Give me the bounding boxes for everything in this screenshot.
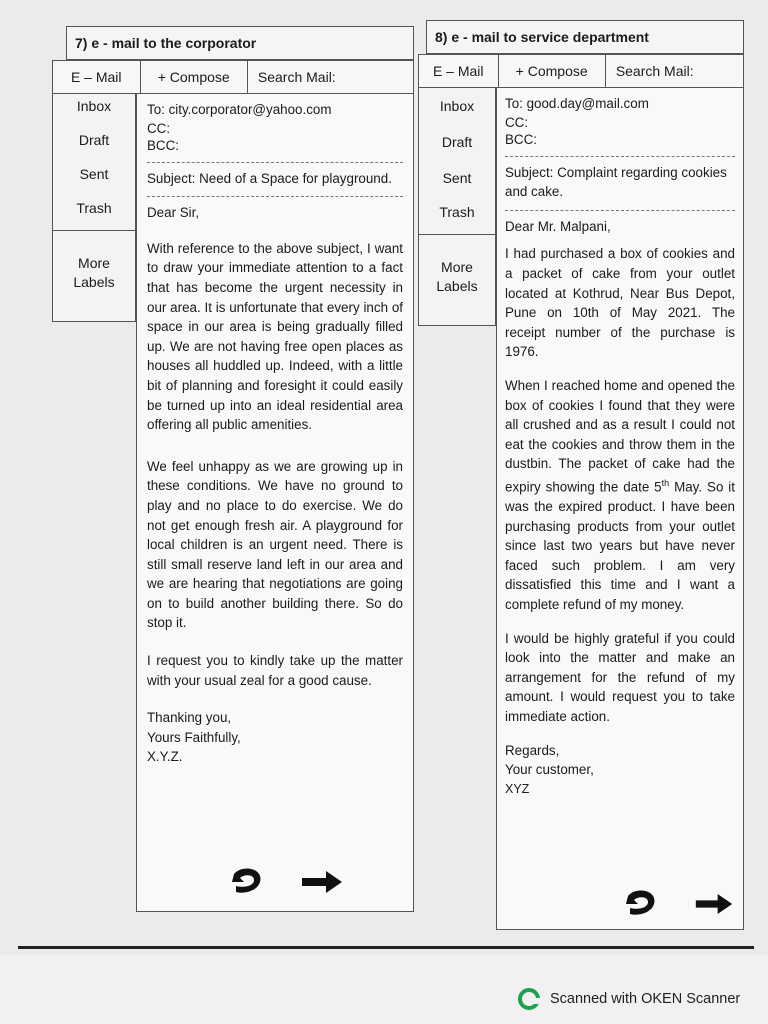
right-compose-button[interactable]: + Compose [499,55,606,87]
right-brand: E – Mail [419,55,499,87]
left-forward-icon[interactable] [300,869,344,900]
left-inbox-link[interactable]: Inbox [76,98,112,114]
right-title-text: 8) e - mail to service department [435,29,649,45]
right-email-body [496,88,744,930]
left-draft-link[interactable]: Draft [78,132,110,148]
scanner-watermark [518,988,740,1010]
right-bcc-field[interactable]: BCC: [505,131,537,147]
left-more-labels[interactable] [53,254,135,292]
right-divider-1 [505,156,735,157]
left-bcc-field[interactable]: BCC: [147,137,179,153]
left-subject[interactable]: Subject: Need of a Space for playground. [147,170,392,186]
left-closing-3: X.Y.Z. [147,749,183,765]
left-cc-field[interactable]: CC: [147,120,171,136]
right-greeting: Dear Mr. Malpani, [505,218,611,234]
page-bottom-rule [18,946,754,949]
left-compose-button[interactable]: + Compose [141,61,248,93]
right-trash-link[interactable]: Trash [439,204,475,220]
left-reply-icon[interactable] [230,866,266,903]
right-closing-3: XYZ [505,781,530,796]
left-closing-1: Thanking you, [147,710,232,726]
left-paragraph-2: We feel unhappy as we are growing up in these conditions. We have no ground to play and no place to do exercise. We do not get enough fresh air. A playground for local children is an urgent need. There is still small reserve land left in our area and we are hearing that negotiations are going on to build another building there. So do stop it. [147,458,403,631]
right-toolbar [418,54,744,88]
left-trash-link[interactable]: Trash [76,200,112,216]
right-divider-2 [505,210,735,211]
left-greeting: Dear Sir, [147,205,200,221]
left-divider-2 [147,196,403,197]
right-subject[interactable]: Subject: Complaint regarding cookies and cake. [505,164,727,200]
right-paragraph-3: I would be highly grateful if you could look into the matter and make an arrangement for the refund of my amount. I would request you to take immediate action. [505,630,735,724]
right-sidebar-divider [419,234,495,235]
right-paragraph-2a: When I reached home and opened the box of cookies I found that they were all crushed and as a result I could not eat the cookies and throw them in the dustbin. The packet of cake had the expiry showing the date 5 [505,377,735,495]
right-closing-2: Your customer, [505,762,594,778]
left-paragraph-3: I request you to kindly take up the matter with your usual zeal for a good cause. [147,653,403,688]
right-sent-link[interactable]: Sent [442,170,472,186]
right-labels-text: Labels [436,278,478,294]
right-paragraph-2-sup: th [661,477,670,488]
right-sidebar [418,88,496,326]
left-paragraph-1: With reference to the above subject, I want to draw your immediate attention to a fact that has become the urgent necessity in our area. It is unfortunate that every inch of space in our area is being gradually filled up. We are not having free open places as houses all huddled up. Indeed, with a little bit of planning and foresight it could easily be turned up into an ideal residential area offering all public amenities. [147,240,403,433]
left-search-mail[interactable]: Search Mail: [257,69,336,85]
right-closing-1: Regards, [505,742,560,758]
right-paragraph-1: I had purchased a box of cookies and a packet of cake from your outlet located at Kothrud, Near Bus Depot, Pune on 10th of May 2021. The receipt number of the purchase is 1976. [505,246,735,360]
right-cc-field[interactable]: CC: [505,114,529,130]
left-sent-link[interactable]: Sent [79,166,109,182]
left-sidebar [52,94,136,322]
right-title [426,20,744,54]
right-paragraph-2 [505,376,735,615]
right-to-field[interactable]: To: good.day@mail.com [505,96,649,111]
right-paragraph-2b: May. So it was the expired product. I have been purchasing products from your outlet since last two years but have never faced such problem. I am very dissatisfied this time and I want a complete refund of my money. [505,479,735,612]
right-more-text: More [441,259,473,275]
right-draft-link[interactable]: Draft [441,134,473,150]
left-toolbar [52,60,414,94]
right-more-labels[interactable] [419,258,495,296]
left-nav-arrows [230,866,344,903]
left-email-body [136,94,414,912]
right-nav-arrows [624,888,734,925]
left-more-text: More [78,255,110,271]
left-closing-2: Yours Faithfully, [147,729,241,745]
left-brand: E – Mail [53,61,141,93]
oken-scanner-logo-icon [518,988,540,1010]
scanner-text: Scanned with OKEN Scanner [550,991,741,1007]
left-labels-text: Labels [73,274,115,290]
left-title [66,26,414,60]
right-reply-icon[interactable] [624,888,660,925]
right-inbox-link[interactable]: Inbox [439,98,475,114]
right-forward-icon[interactable] [694,892,734,921]
right-search-mail[interactable]: Search Mail: [615,63,694,79]
left-divider-1 [147,162,403,163]
left-to-field[interactable]: To: city.corporator@yahoo.com [147,102,332,117]
left-title-text: 7) e - mail to the corporator [75,35,257,51]
left-sidebar-divider [53,230,135,231]
